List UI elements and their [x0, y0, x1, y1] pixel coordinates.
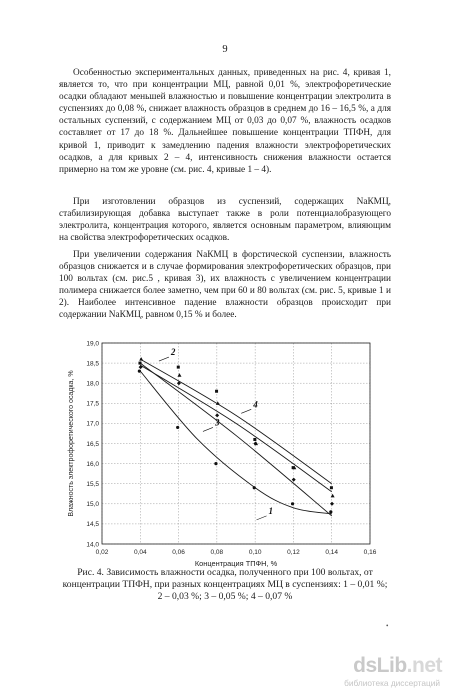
paragraph-3: При увеличении содержания NaКМЦ в форстической суспензии, влажность образцов снижается и в случае формирования электрофоретических образцов, при 100 вольтах (см. рис.5 , кривая 3), их влажность с увеличением концентрации полимера снижается более заметно, чем при 60 и 80 вольтах (см. рис. 5, кривые 1 и 2). Наиболее интенсивное падение влажности образцов происходит при содержании NaКМЦ, равном 0,15 % и более. [59, 250, 391, 321]
data-point-series-2 [330, 486, 333, 489]
data-point-series-1 [138, 370, 141, 373]
curve-label-4: 4 [253, 399, 258, 410]
data-point-series-4 [177, 373, 181, 377]
x-tick-label: 0,10 [248, 549, 262, 556]
y-axis-label: Влажность электрофоретического осадка, % [68, 370, 75, 517]
data-point-series-4 [331, 494, 335, 498]
data-point-series-2 [253, 438, 256, 441]
curve-label-leader-4 [241, 409, 251, 413]
curve-label-leader-3 [203, 427, 213, 431]
x-tick-label: 0,12 [287, 549, 300, 556]
y-tick-label: 15,5 [86, 481, 99, 488]
y-tick-label: 14,5 [86, 521, 99, 529]
curve-label-leader-2 [159, 357, 169, 361]
watermark [322, 654, 442, 690]
watermark-subtitle: библиотека диссертаций [344, 678, 440, 688]
x-axis-label: Концентрация ТПФН, % [194, 559, 278, 568]
curve-label-leader-1 [257, 516, 267, 520]
figure-caption: Рис. 4. Зависимость влажности осадка, полученного при 100 вольтах, от концентрации ТПФН, при разных концентрациях МЦ в суспензиях: 1 – 0,01 %; 2 – 0,03 %; 3 – 0,05 %; 4 – 0,07 % [62, 567, 388, 603]
figure-chart [60, 336, 390, 568]
data-point-series-2 [138, 362, 141, 365]
y-tick-label: 18,0 [86, 380, 99, 388]
y-tick-label: 15,0 [86, 501, 99, 509]
page-dot: • [386, 622, 389, 630]
fit-curve-3 [140, 363, 331, 516]
data-point-series-1 [253, 486, 256, 489]
data-point-series-3 [330, 502, 334, 506]
chart-svg [60, 336, 390, 568]
y-tick-label: 16,5 [86, 440, 99, 448]
y-tick-label: 16,0 [86, 460, 99, 468]
watermark-logo-domain: .net [406, 654, 442, 677]
x-tick-label: 0,04 [133, 549, 147, 556]
data-point-series-2 [215, 390, 218, 393]
x-tick-label: 0,06 [172, 549, 185, 556]
x-tick-label: 0,16 [363, 549, 377, 556]
page-number: 9 [222, 44, 228, 55]
data-point-series-1 [329, 510, 332, 513]
fit-curve-2 [140, 359, 331, 484]
x-tick-label: 0,02 [95, 549, 109, 556]
y-tick-label: 18,5 [86, 360, 99, 368]
watermark-logo-main: dsLib [353, 654, 407, 677]
data-point-series-1 [176, 426, 179, 429]
y-tick-label: 17,0 [86, 420, 99, 428]
watermark-logo [353, 654, 442, 678]
x-tick-label: 0,08 [210, 549, 224, 556]
x-tick-label: 0,14 [325, 549, 339, 556]
data-point-series-3 [292, 478, 296, 482]
paragraph-1: Особенностью экспериментальных данных, приведенных на рис. 4, кривая 1, является то, что при концентрации МЦ, равной 0,01 %, электрофоретические осадки обладают меньшей влажностью и повышение концентрации электролита в суспензиях до 0,08 %, снижает влажность образцов в среднем до 16 – 16,5 %, а для остальных суспензий, с содержанием МЦ от 0,03 до 0,07 %, влажность осадков составляет от 17 до 18 %. Дальнейшее повышение концентрации ТПФН, для кривой 1, приводит к замедлению падения влажности электрофоретических осадков, а для кривых 2 – 4, интенсивность снижения влажности остается примерно на том же уровне (см. рис. 4, кривые 1 – 4). [59, 68, 391, 175]
curve-label-3: 3 [214, 417, 220, 428]
data-point-series-1 [214, 462, 217, 465]
y-tick-label: 17,5 [86, 400, 99, 408]
paragraph-2: При изготовлении образцов из суспензий, содержащих NaКМЦ, стабилизирующая добавка выступает также в роли потенциалобразующего электролита, концентрация которого, является основным параметром, влияющим на свойства электрофоретических осадков. [59, 197, 391, 244]
y-tick-label: 14,0 [86, 541, 99, 549]
data-point-series-4 [139, 357, 143, 361]
data-point-series-2 [177, 366, 180, 369]
curve-label-1: 1 [268, 505, 274, 516]
curve-label-2: 2 [170, 347, 176, 358]
fit-curve-1 [140, 371, 331, 514]
y-tick-label: 19,0 [86, 340, 99, 348]
data-point-series-1 [291, 502, 294, 505]
